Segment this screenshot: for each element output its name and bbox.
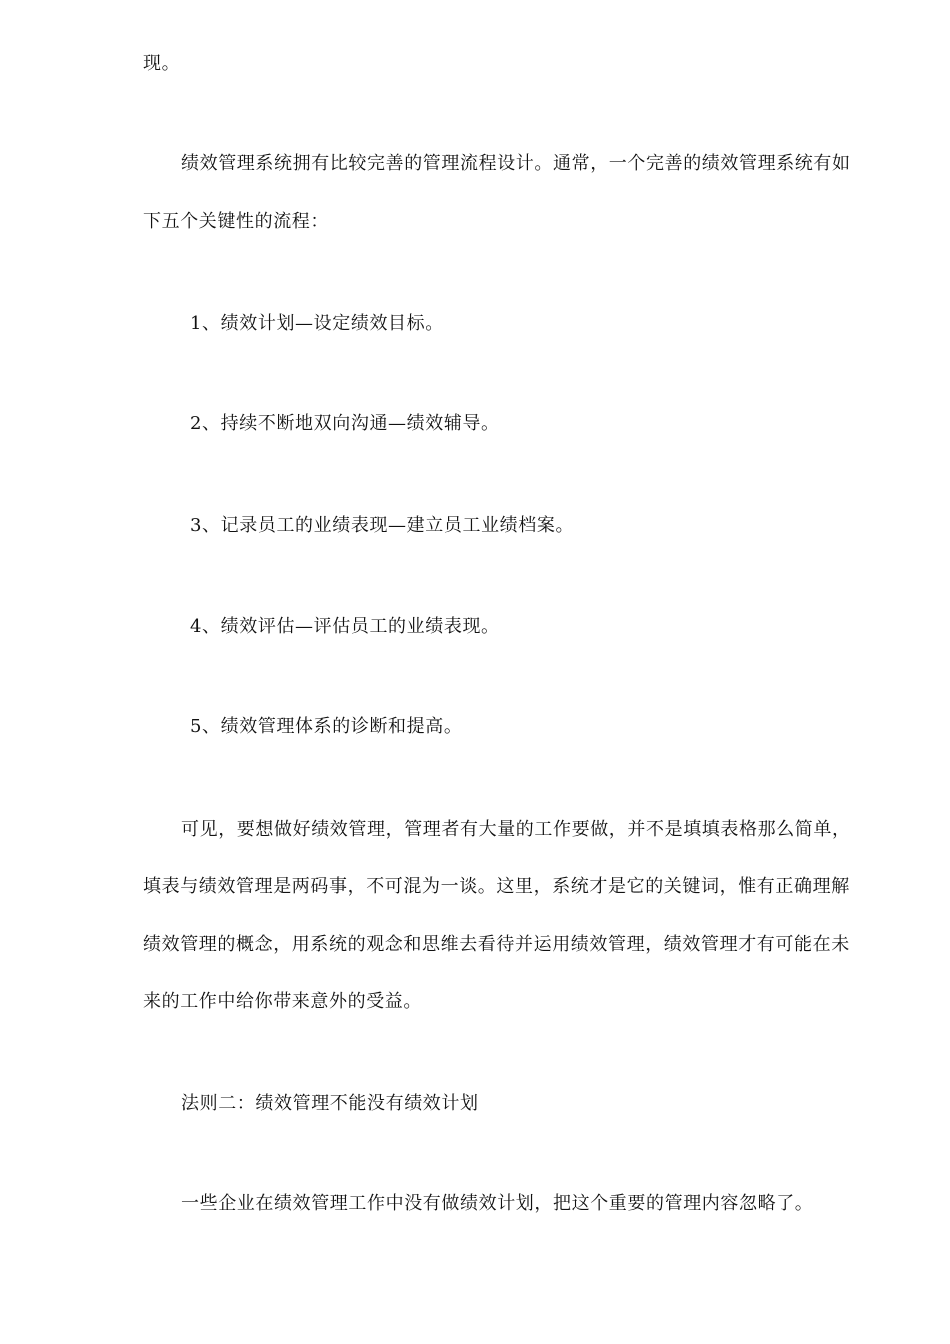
- section-heading: 法则二：绩效管理不能没有绩效计划: [181, 1093, 479, 1114]
- paragraph-line: 填表与绩效管理是两码事，不可混为一谈。这里，系统才是它的关键词，惟有正确理解: [143, 876, 850, 897]
- list-item: 5、绩效管理体系的诊断和提高。: [190, 716, 463, 737]
- list-item: 1、绩效计划—设定绩效目标。: [190, 313, 444, 334]
- paragraph-line: 绩效管理系统拥有比较完善的管理流程设计。通常，一个完善的绩效管理系统有如: [181, 153, 851, 174]
- list-item: 3、记录员工的业绩表现—建立员工业绩档案。: [190, 515, 575, 536]
- list-item: 4、绩效评估—评估员工的业绩表现。: [190, 616, 500, 637]
- paragraph-line: 下五个关键性的流程：: [143, 211, 329, 232]
- paragraph-line: 来的工作中给你带来意外的受益。: [143, 991, 422, 1012]
- paragraph-line: 绩效管理的概念，用系统的观念和思维去看待并运用绩效管理，绩效管理才有可能在未: [143, 934, 850, 955]
- list-item: 2、持续不断地双向沟通—绩效辅导。: [190, 413, 500, 434]
- paragraph-line: 可见，要想做好绩效管理，管理者有大量的工作要做，并不是填填表格那么简单，: [181, 819, 851, 840]
- paragraph-line: 一些企业在绩效管理工作中没有做绩效计划，把这个重要的管理内容忽略了。: [181, 1193, 814, 1214]
- paragraph-fragment: 现。: [143, 53, 181, 74]
